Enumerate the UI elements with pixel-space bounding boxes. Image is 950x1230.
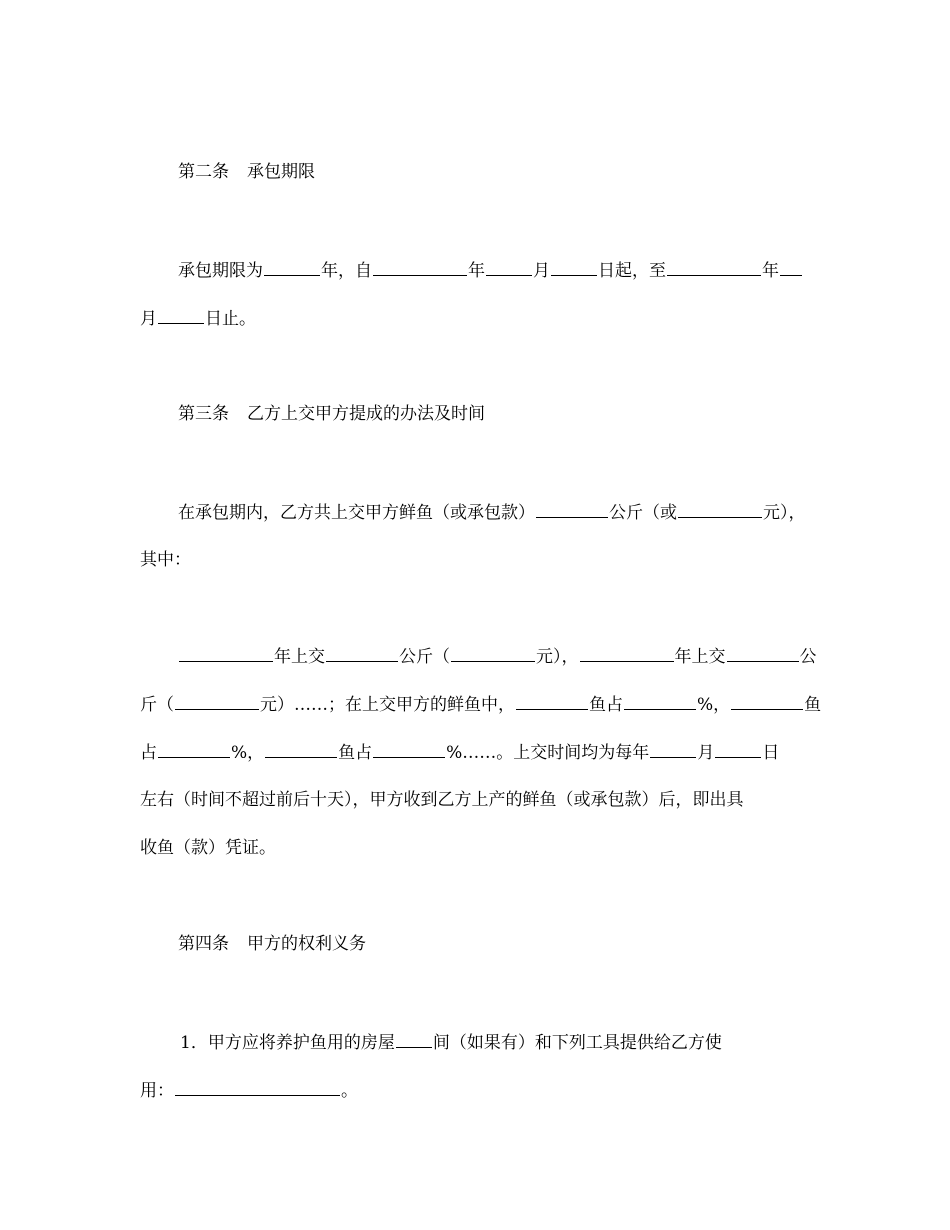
- text-segment: 。: [341, 1081, 358, 1101]
- article3-paragraph2-line5: [140, 836, 276, 860]
- text-segment: 鱼占: [338, 743, 373, 763]
- blank-field[interactable]: [731, 692, 803, 710]
- text-segment: 月: [533, 261, 550, 281]
- text-segment: 收鱼（款）凭证。: [140, 838, 276, 858]
- text-segment: 年，自: [321, 261, 372, 281]
- text-segment: 日起，至: [598, 261, 666, 281]
- article3-paragraph2-line3: [140, 740, 779, 765]
- blank-field[interactable]: [486, 258, 532, 276]
- article2-paragraph-line1: [178, 258, 803, 283]
- article2-paragraph-line2: [140, 306, 256, 331]
- blank-field[interactable]: [179, 644, 273, 662]
- blank-field[interactable]: [265, 740, 337, 758]
- blank-field[interactable]: [624, 692, 696, 710]
- blank-field[interactable]: [536, 500, 608, 518]
- text-segment: 左右（时间不超过前后十天），甲方收到乙方上产的鲜鱼（或承包款）后，即出具: [140, 790, 744, 810]
- text-segment: 年: [762, 261, 779, 281]
- text-segment: 元），: [536, 647, 579, 667]
- article3-paragraph2-line4: [140, 788, 744, 812]
- text-segment: 月: [140, 309, 157, 329]
- article3-heading-number: 第三条: [178, 404, 229, 424]
- article3-paragraph2-line2: [140, 692, 821, 717]
- article3-heading: [178, 402, 485, 426]
- article3-paragraph2-line1: [178, 644, 817, 669]
- blank-field[interactable]: [516, 692, 588, 710]
- text-segment: 占: [140, 743, 157, 763]
- text-segment: 日止。: [205, 309, 256, 329]
- text-segment: %，: [697, 695, 731, 715]
- text-segment: 间（如果有）和下列工具提供给乙方使: [432, 1033, 722, 1053]
- article4-heading-title: 甲方的权利义务: [247, 934, 366, 954]
- blank-field[interactable]: [650, 740, 696, 758]
- text-segment: 元）……；在上交甲方的鲜鱼中，: [260, 695, 515, 715]
- blank-field[interactable]: [264, 258, 320, 276]
- blank-field[interactable]: [580, 644, 674, 662]
- text-segment: 公斤（或: [609, 503, 677, 523]
- blank-field[interactable]: [158, 740, 230, 758]
- text-segment: 在承包期内，乙方共上交甲方鲜鱼（或承包款）: [178, 503, 535, 523]
- text-segment: 年上交: [674, 647, 726, 667]
- blank-field[interactable]: [396, 1030, 432, 1048]
- text-segment: %，: [231, 743, 265, 763]
- blank-field[interactable]: [175, 692, 259, 710]
- text-segment: 元），: [763, 503, 806, 523]
- blank-field[interactable]: [175, 1078, 340, 1096]
- article4-item1-line1: [180, 1030, 722, 1055]
- article2-heading-number: 第二条: [178, 162, 229, 182]
- article4-heading: [178, 932, 366, 956]
- blank-field[interactable]: [373, 740, 445, 758]
- blank-field[interactable]: [727, 644, 799, 662]
- text-segment: 用：: [140, 1081, 174, 1101]
- article4-heading-number: 第四条: [178, 934, 229, 954]
- blank-field[interactable]: [667, 258, 761, 276]
- text-segment: 公斤（: [399, 647, 450, 667]
- text-segment: 日: [762, 743, 780, 763]
- article2-heading: [178, 160, 315, 184]
- blank-field[interactable]: [678, 500, 762, 518]
- text-segment: 其中：: [140, 550, 191, 570]
- article2-heading-title: 承包期限: [247, 162, 315, 182]
- text-segment: 1．甲方应将养护鱼用的房屋: [180, 1033, 395, 1053]
- text-segment: 公: [799, 647, 817, 667]
- article3-paragraph1-line1: [178, 500, 806, 525]
- text-segment: 斤（: [140, 695, 174, 715]
- article3-heading-title: 乙方上交甲方提成的办法及时间: [247, 404, 485, 424]
- blank-field[interactable]: [780, 258, 802, 276]
- article4-item1-line2: [140, 1078, 358, 1103]
- blank-field[interactable]: [326, 644, 398, 662]
- blank-field[interactable]: [373, 258, 467, 276]
- text-segment: 鱼: [804, 695, 822, 715]
- text-segment: 鱼占: [589, 695, 623, 715]
- article3-paragraph1-line2: [140, 548, 191, 572]
- blank-field[interactable]: [451, 644, 535, 662]
- blank-field[interactable]: [715, 740, 761, 758]
- text-segment: 年: [468, 261, 485, 281]
- text-segment: %……。上交时间均为每年: [446, 743, 650, 763]
- text-segment: 月: [697, 743, 715, 763]
- blank-field[interactable]: [158, 306, 204, 324]
- blank-field[interactable]: [551, 258, 597, 276]
- text-segment: 承包期限为: [178, 261, 263, 281]
- text-segment: 年上交: [274, 647, 325, 667]
